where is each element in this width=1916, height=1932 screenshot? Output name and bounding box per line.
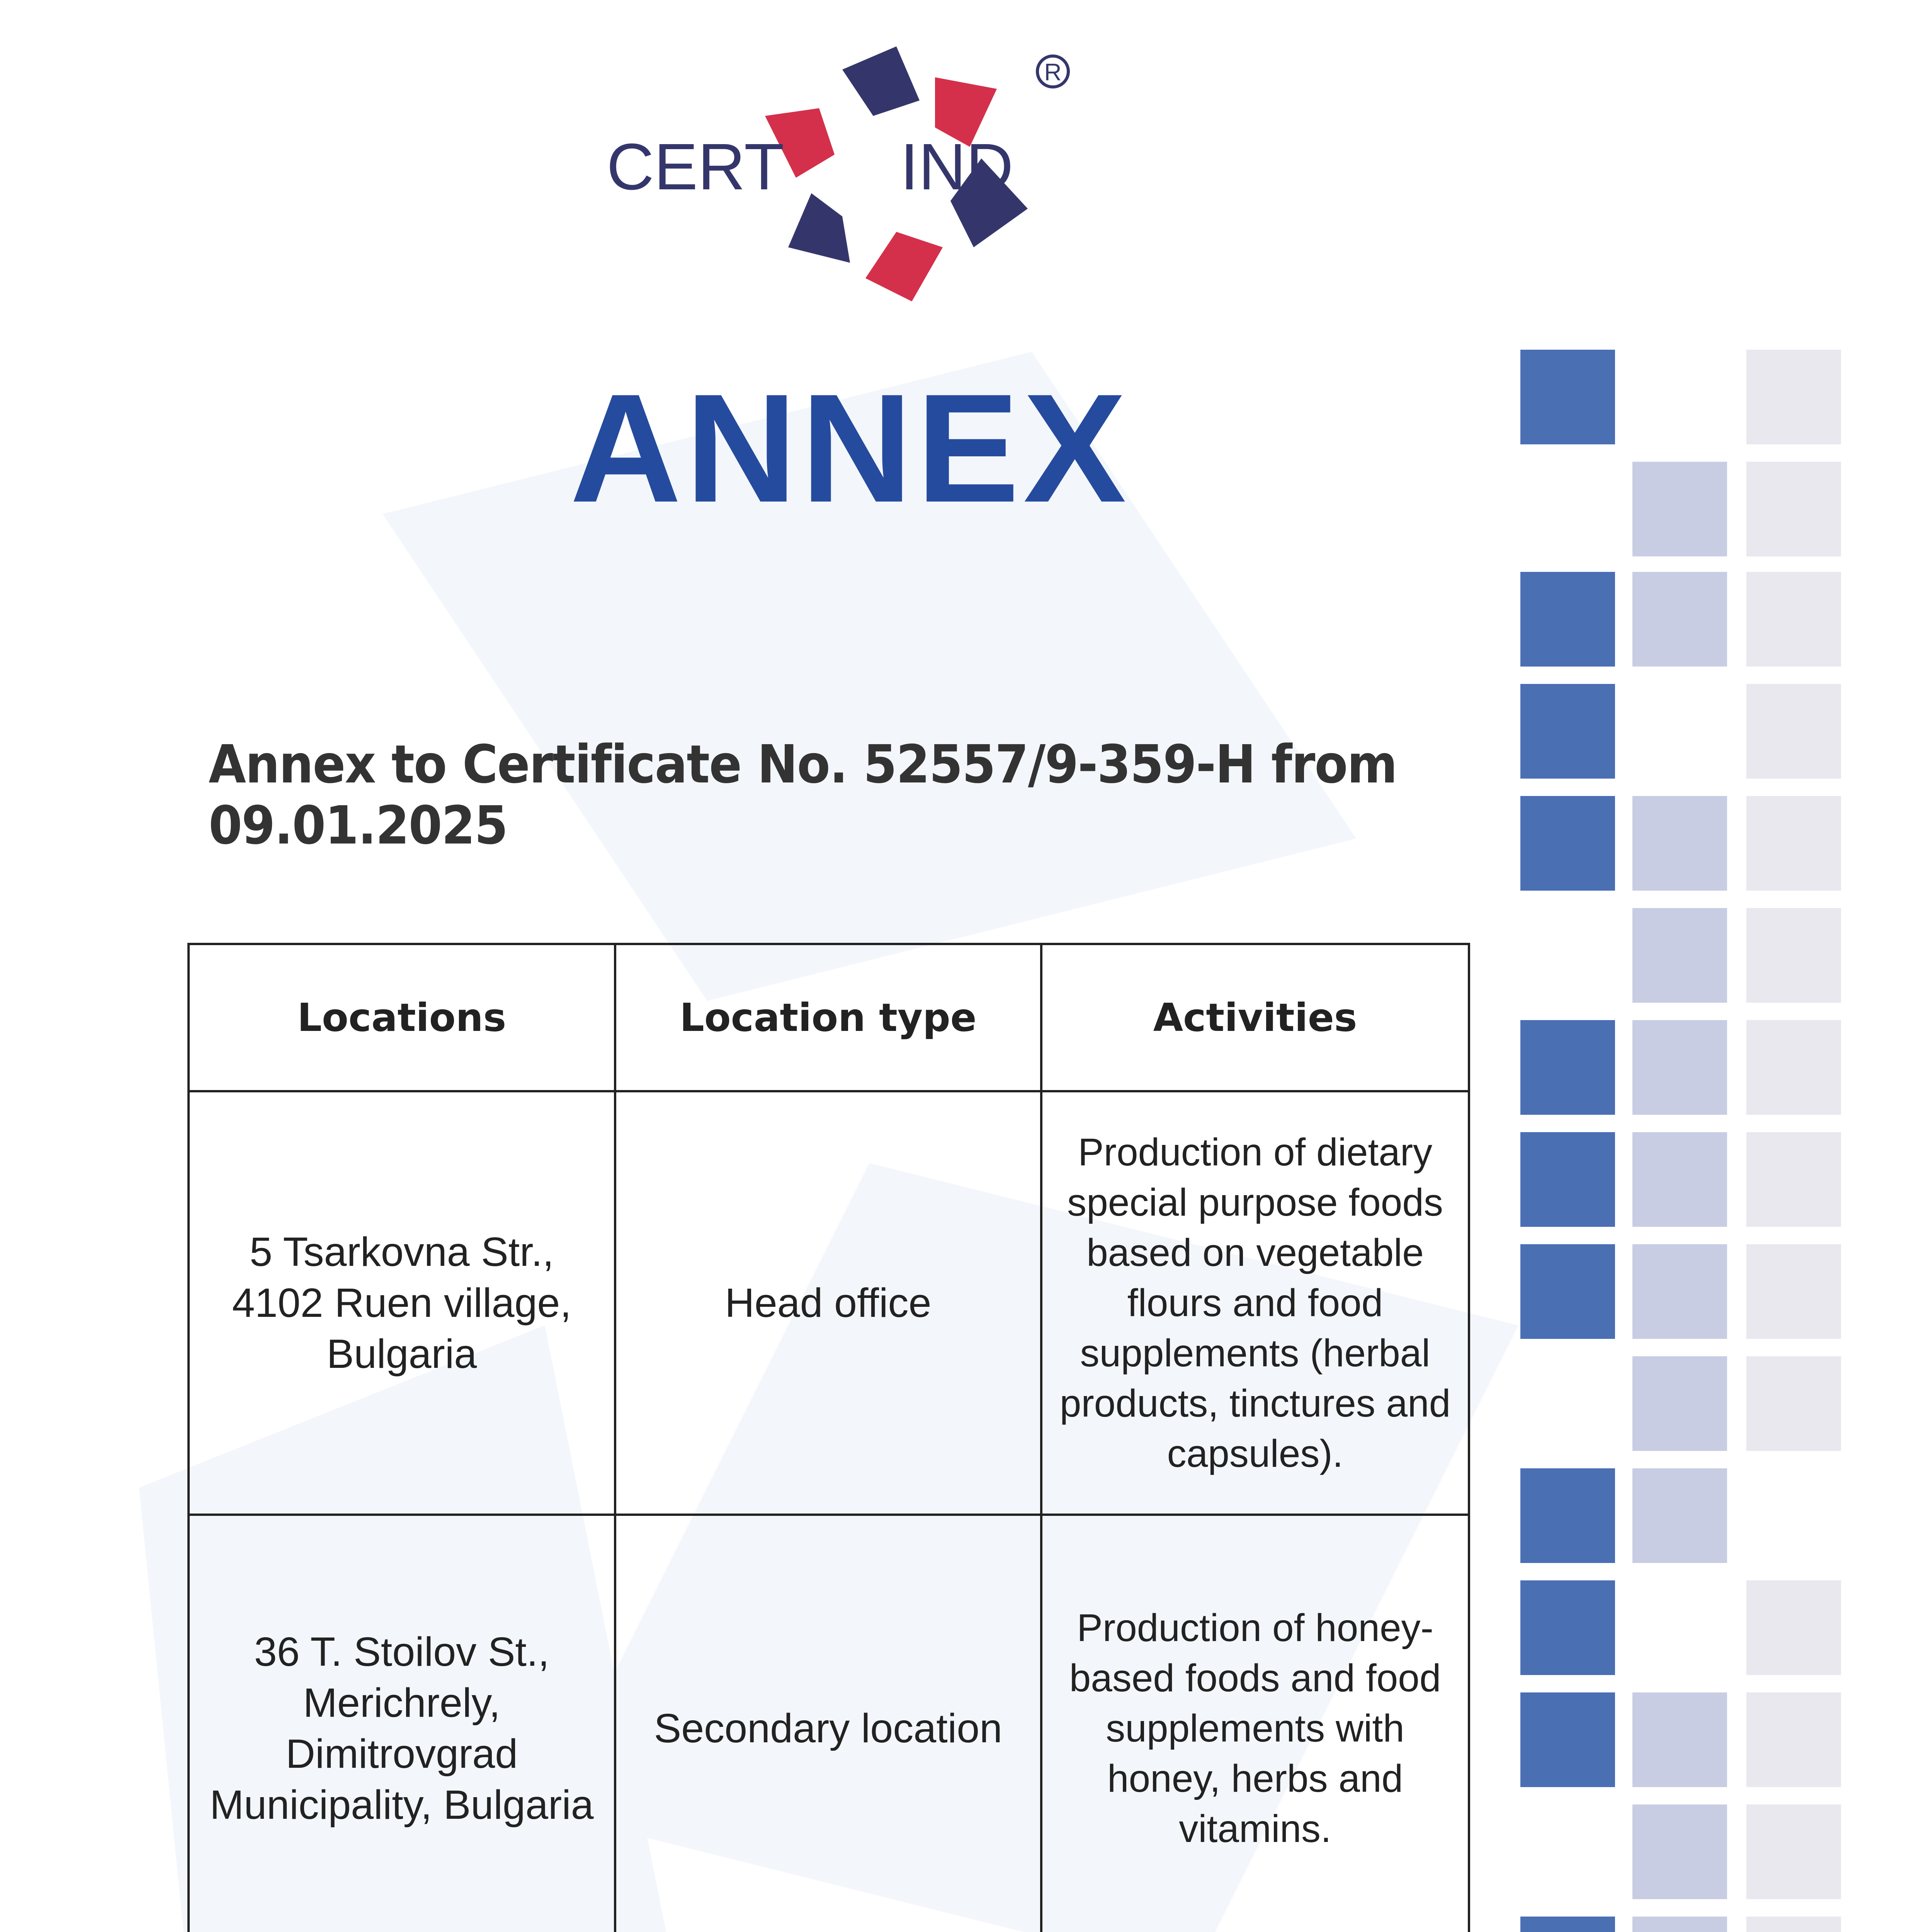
header-activities: Activities: [1041, 944, 1469, 1091]
document-title: ANNEX: [570, 362, 1131, 534]
certind-logo: [603, 31, 1144, 325]
svg-text:R: R: [1044, 59, 1062, 86]
header-locations: Locations: [189, 944, 615, 1091]
table-row: [189, 1515, 1469, 1932]
certificate-reference: Annex to Certificate No. 52557/9-359-H from 09.01.2025: [209, 734, 1397, 856]
locations-table: [187, 943, 1470, 1932]
location-cell: 5 Tsarkovna Str., 4102 Ruen village, Bulgaria: [189, 1091, 615, 1515]
table-row: [189, 1091, 1469, 1515]
svg-text:CERT: CERT: [607, 130, 784, 204]
location-type-cell: Secondary location: [615, 1515, 1042, 1932]
location-cell: 36 T. Stoilov St., Merichrely, Dimitrovgrad Municipality, Bulgaria: [189, 1515, 615, 1932]
table-header-row: [189, 944, 1469, 1091]
svg-text:IND: IND: [900, 130, 1013, 204]
activities-cell: Production of honey- based foods and food supplements with honey, herbs and vitamins.: [1041, 1515, 1469, 1932]
header-location-type: Location type: [615, 944, 1042, 1091]
location-type-cell: Head office: [615, 1091, 1042, 1515]
activities-cell: Production of dietary special purpose foods based on vegetable flours and food supplements (herbal products, tinctures and capsules).: [1041, 1091, 1469, 1515]
